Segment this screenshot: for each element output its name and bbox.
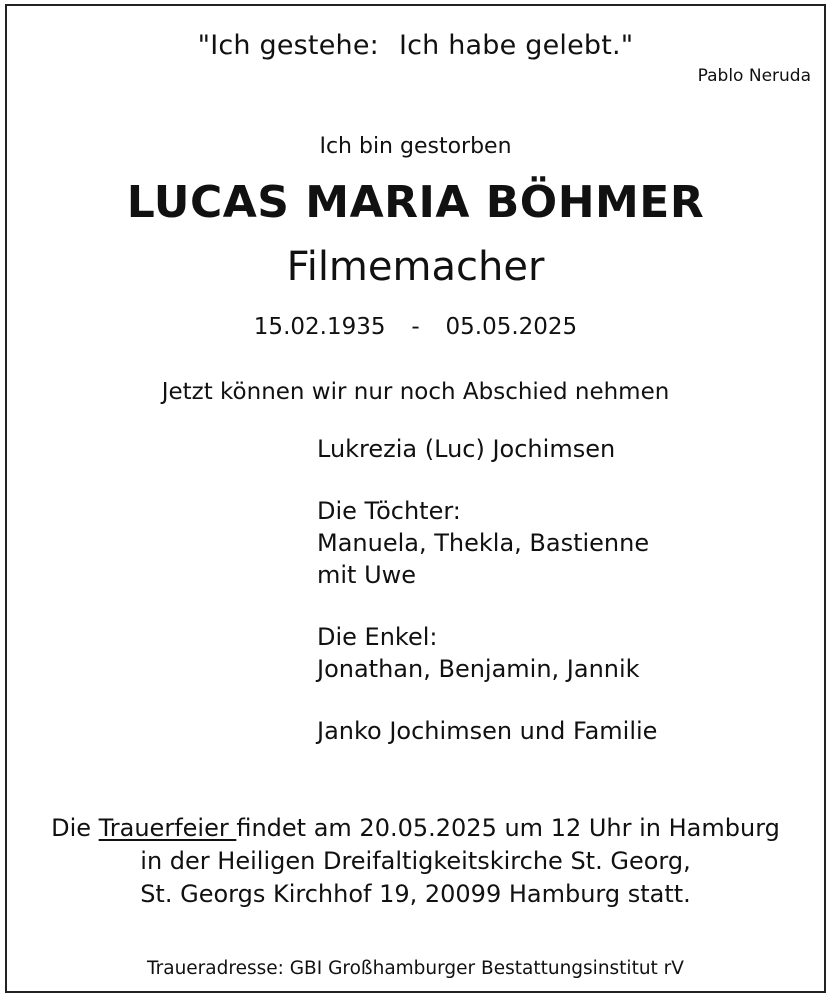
funeral-info (7, 812, 824, 911)
mourners-list (317, 433, 657, 747)
epigraph-quote (7, 30, 824, 61)
daughters-names: Manuela, Thekla, Bastienne (317, 529, 650, 557)
quote-part-1: "Ich gestehe: (197, 30, 379, 61)
date-separator: - (411, 314, 420, 340)
funeral-link[interactable]: Trauerfeier (98, 814, 237, 842)
deceased-profession: Filmemacher (286, 244, 545, 290)
farewell-text: Jetzt können wir nur noch Abschied nehmen (161, 379, 670, 405)
daughters-with: mit Uwe (317, 561, 417, 589)
death-date: 05.05.2025 (445, 314, 578, 340)
funeral-line-1-rest: findet am 20.05.2025 um 12 Uhr in Hamburg (236, 814, 780, 842)
grandchildren-names: Jonathan, Benjamin, Jannik (317, 655, 640, 683)
life-dates (7, 314, 824, 340)
daughters-heading: Die Töchter: (317, 497, 461, 525)
mourner-other: Janko Jochimsen und Familie (317, 717, 658, 745)
funeral-prefix: Die (51, 814, 99, 842)
obituary-notice (5, 4, 826, 993)
condolence-address: Traueradresse: GBI Großhamburger Bestattungsinstitut rV (147, 958, 684, 979)
funeral-line-2: in der Heiligen Dreifaltigkeitskirche St. Georg, (140, 847, 691, 875)
grandchildren-heading: Die Enkel: (317, 623, 438, 651)
funeral-line-3: St. Georgs Kirchhof 19, 20099 Hamburg statt. (140, 880, 691, 908)
quote-part-2: Ich habe gelebt." (398, 30, 634, 61)
intro-text: Ich bin gestorben (319, 134, 512, 159)
mourner-partner: Lukrezia (Luc) Jochimsen (317, 435, 616, 463)
quote-author: Pablo Neruda (697, 66, 811, 86)
deceased-name: LUCAS MARIA BÖHMER (126, 177, 705, 228)
funeral-line-1 (7, 812, 824, 845)
birth-date: 15.02.1935 (253, 314, 386, 340)
